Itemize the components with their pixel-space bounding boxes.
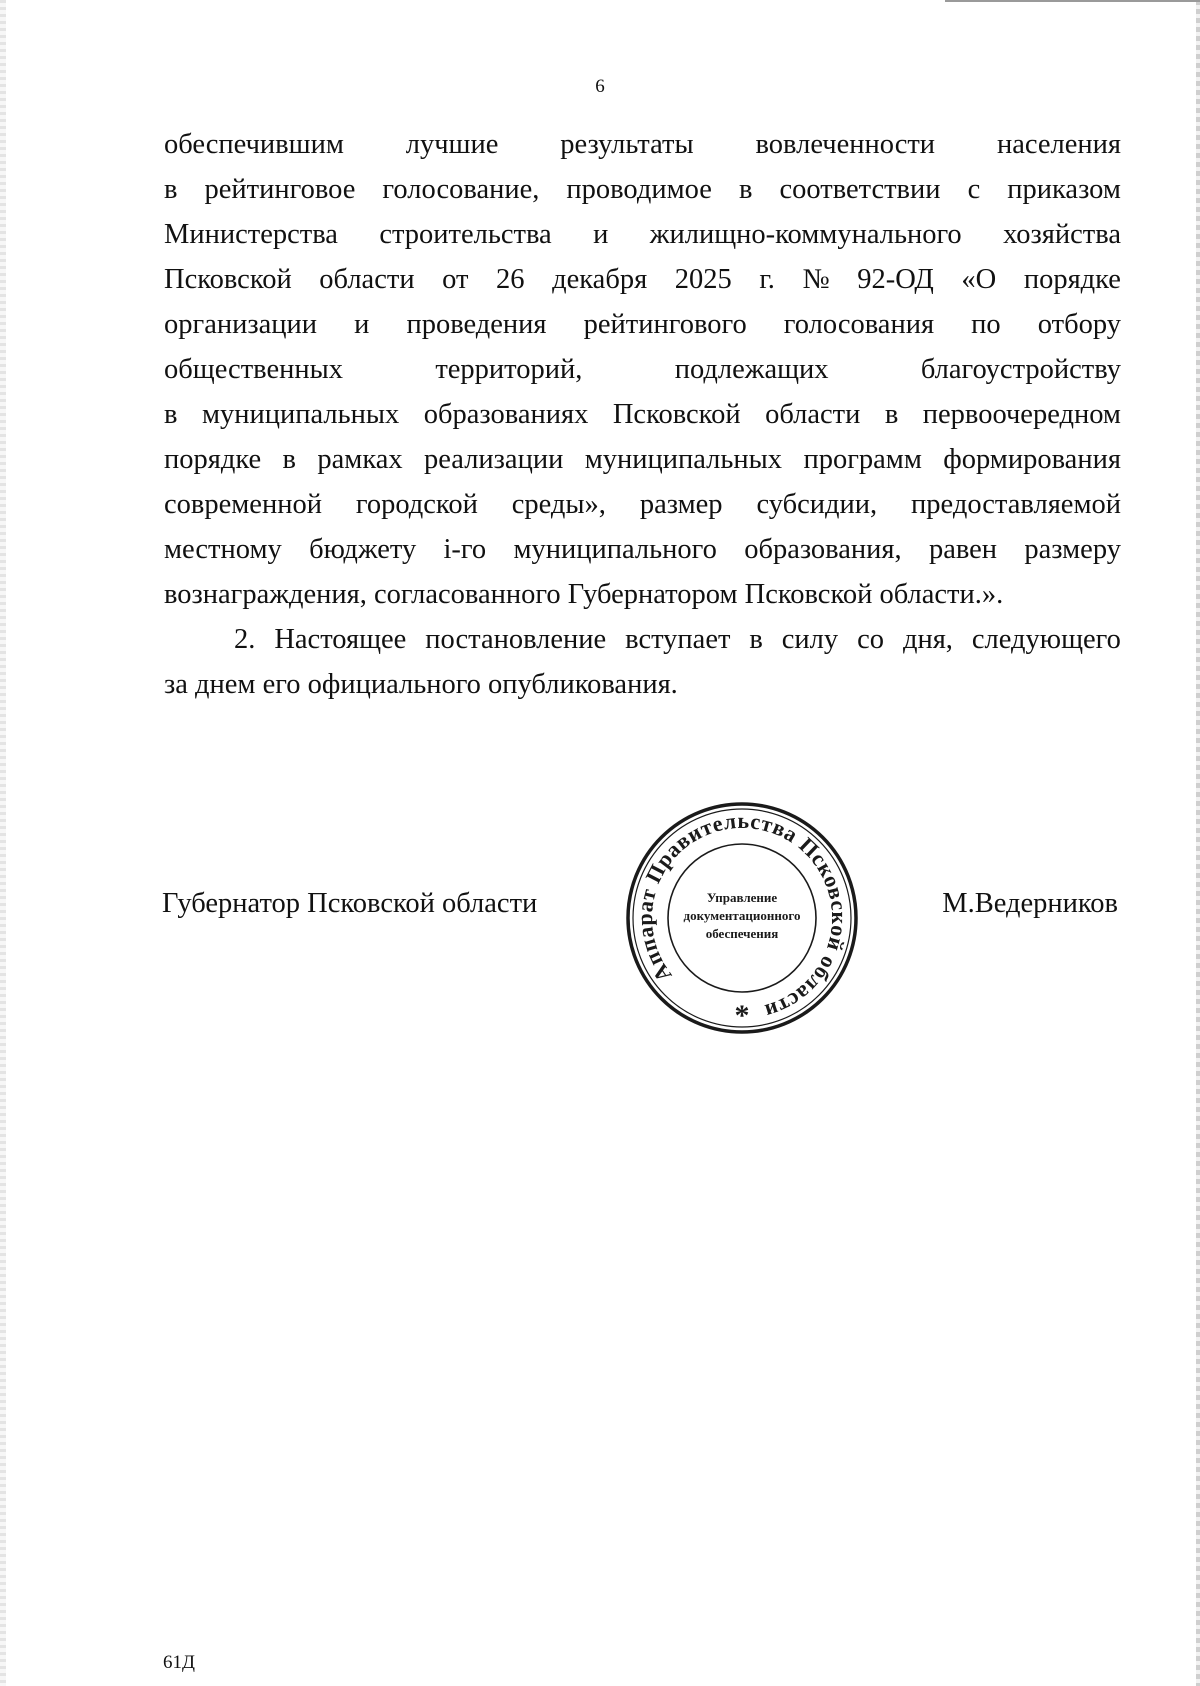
word: в	[738, 174, 753, 205]
word: проводимое	[566, 174, 712, 205]
word: постановление	[425, 624, 607, 655]
word: голосование,	[382, 174, 540, 205]
word: со	[857, 624, 884, 655]
scan-left-edge	[0, 0, 6, 1686]
word: 2.	[234, 624, 256, 655]
scan-right-edge	[1196, 0, 1200, 1686]
signatory-name: М.Ведерников	[942, 888, 1118, 919]
word: 92-ОД	[857, 264, 934, 295]
text-line	[164, 437, 1121, 482]
word: соответствии	[779, 174, 941, 205]
word: приказом	[1007, 174, 1121, 205]
word: благоустройству	[920, 354, 1121, 385]
word: в	[282, 444, 297, 475]
word: Министерства	[164, 219, 338, 250]
word: современной	[164, 489, 322, 520]
word: общественных	[164, 354, 344, 385]
word: дня,	[902, 624, 953, 655]
word: в	[164, 174, 178, 205]
word: формирования	[943, 444, 1121, 475]
text-line	[164, 212, 1121, 257]
word: местному	[164, 534, 282, 565]
text-line	[164, 347, 1121, 392]
text-line-last: вознаграждения, согласованного Губернатором Псковской области.».	[164, 579, 1004, 610]
word: среды»,	[511, 489, 606, 520]
seal-center-line-1: Управление	[706, 890, 778, 905]
word: вступает	[625, 624, 731, 655]
word: муниципальных	[201, 399, 400, 430]
word: вовлеченности	[755, 129, 936, 160]
seal-center-line-3: обеспечения	[705, 926, 779, 941]
word: строительства	[379, 219, 552, 250]
signatory-title: Губернатор Псковской области	[162, 888, 538, 919]
seal-ring-text: Аппарат Правительства Псковской области	[631, 807, 853, 1025]
word: «О	[961, 264, 997, 295]
word: размер	[639, 489, 723, 520]
word: равен	[928, 534, 998, 565]
word: 2025	[674, 264, 732, 295]
word: проведения	[406, 309, 547, 340]
word: размеру	[1024, 534, 1121, 565]
word: первоочередном	[922, 399, 1121, 430]
word: с	[967, 174, 981, 205]
word: городской	[355, 489, 478, 520]
word: в	[749, 624, 763, 655]
word: лучшие	[405, 129, 499, 160]
seal-star-icon: *	[734, 999, 750, 1032]
word: рамках	[317, 444, 403, 475]
word: территорий,	[435, 354, 583, 385]
word: муниципального	[513, 534, 717, 565]
text-line	[164, 482, 1121, 527]
word: порядке	[164, 444, 262, 475]
word: хозяйства	[1003, 219, 1121, 250]
footer-code: 61Д	[163, 1652, 195, 1673]
text-line	[164, 167, 1121, 212]
text-line	[164, 257, 1121, 302]
text-line	[164, 302, 1121, 347]
word: и	[593, 219, 609, 250]
word: организации	[164, 309, 318, 340]
word: следующего	[971, 624, 1121, 655]
word: реализации	[424, 444, 564, 475]
word: и	[354, 309, 370, 340]
word: муниципальных	[584, 444, 783, 475]
word: порядке	[1023, 264, 1121, 295]
page-number: 6	[595, 76, 605, 97]
word: образования,	[744, 534, 902, 565]
word: программ	[803, 444, 922, 475]
text-line	[164, 527, 1121, 572]
word: голосования	[783, 309, 935, 340]
word: Настоящее	[274, 624, 407, 655]
word: от	[442, 264, 469, 295]
word: в	[164, 399, 178, 430]
seal-center-line-2: документационного	[683, 908, 801, 923]
text-line	[164, 122, 1121, 167]
word: результаты	[560, 129, 694, 160]
word: рейтингового	[583, 309, 747, 340]
word: предоставляемой	[911, 489, 1121, 520]
official-seal	[622, 798, 862, 1038]
word: области	[319, 264, 415, 295]
word: Псковской	[612, 399, 741, 430]
text-line	[164, 617, 1121, 662]
word: субсидии,	[756, 489, 878, 520]
word: жилищно-коммунального	[649, 219, 962, 250]
text-line	[164, 392, 1121, 437]
word: образованиях	[423, 399, 589, 430]
document-body	[164, 122, 1121, 707]
word: декабря	[552, 264, 648, 295]
word: области	[765, 399, 861, 430]
word: в	[884, 399, 899, 430]
word: отбору	[1037, 309, 1121, 340]
word: по	[971, 309, 1001, 340]
word: рейтинговое	[204, 174, 356, 205]
paragraph-1	[164, 122, 1121, 617]
word: населения	[996, 129, 1121, 160]
word: i-го	[443, 534, 487, 565]
word: силу	[781, 624, 839, 655]
text-line-last: за днем его официального опубликования.	[164, 669, 678, 700]
word: подлежащих	[674, 354, 829, 385]
word: обеспечившим	[164, 129, 344, 160]
word: №	[802, 264, 830, 295]
paragraph-2	[164, 617, 1121, 707]
scan-top-edge	[945, 0, 1200, 2]
word: Псковской	[164, 264, 292, 295]
word: г.	[759, 264, 775, 295]
word: бюджету	[309, 534, 417, 565]
word: 26	[496, 264, 525, 295]
